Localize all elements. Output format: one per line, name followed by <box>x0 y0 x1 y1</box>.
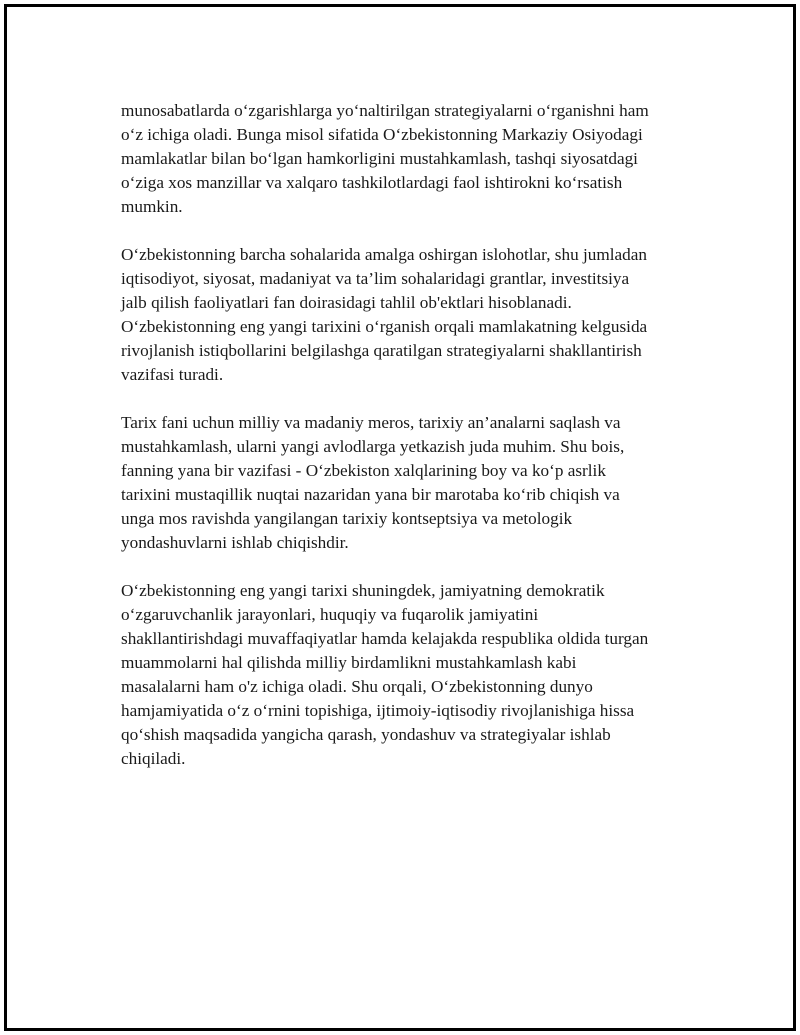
text-line: oʻz ichiga oladi. Bunga misol sifatida Oʻzbekistonning Markaziy Osiyodagi <box>121 125 643 144</box>
text-line: yondashuvlarni ishlab chiqishdir. <box>121 533 349 552</box>
text-line: chiqiladi. <box>121 749 186 768</box>
document-body <box>121 99 701 795</box>
text-line: mumkin. <box>121 197 183 216</box>
paragraph-2 <box>121 243 701 387</box>
paragraph-3 <box>121 411 701 555</box>
text-line: oʻzgaruvchanlik jarayonlari, huquqiy va fuqarolik jamiyatini <box>121 605 539 624</box>
text-line: hamjamiyatida oʻz oʻrnini topishiga, ijtimoiy-iqtisodiy rivojlanishiga hissa <box>121 701 635 720</box>
text-line: Tarix fani uchun milliy va madaniy meros, tarixiy an’analarni saqlash va <box>121 413 621 432</box>
text-line: rivojlanish istiqbollarini belgilashga qaratilgan strategiyalarni shakllantirish <box>121 341 642 360</box>
text-line: oʻziga xos manzillar va xalqaro tashkilotlardagi faol ishtirokni koʻrsatish <box>121 173 623 192</box>
text-line: Oʻzbekistonning eng yangi tarixini oʻrganish orqali mamlakatning kelgusida <box>121 317 648 336</box>
text-line: shakllantirishdagi muvaffaqiyatlar hamda kelajakda respublika oldida turgan <box>121 629 649 648</box>
document-page <box>4 4 796 1031</box>
paragraph-1 <box>121 99 701 219</box>
text-line: muammolarni hal qilishda milliy birdamlikni mustahkamlash kabi <box>121 653 577 672</box>
text-line: masalalarni ham o'z ichiga oladi. Shu orqali, Oʻzbekistonning dunyo <box>121 677 593 696</box>
text-line: tarixini mustaqillik nuqtai nazaridan yana bir marotaba koʻrib chiqish va <box>121 485 620 504</box>
text-line: jalb qilish faoliyatlari fan doirasidagi tahlil ob'ektlari hisoblanadi. <box>121 293 572 312</box>
text-line: qoʻshish maqsadida yangicha qarash, yondashuv va strategiyalar ishlab <box>121 725 611 744</box>
text-line: fanning yana bir vazifasi - Oʻzbekiston xalqlarining boy va koʻp asrlik <box>121 461 606 480</box>
text-line: munosabatlarda oʻzgarishlarga yoʻnaltirilgan strategiyalarni oʻrganishni ham <box>121 101 649 120</box>
text-line: mustahkamlash, ularni yangi avlodlarga yetkazish juda muhim. Shu bois, <box>121 437 625 456</box>
paragraph-4 <box>121 579 701 771</box>
text-line: Oʻzbekistonning eng yangi tarixi shuningdek, jamiyatning demokratik <box>121 581 605 600</box>
text-line: mamlakatlar bilan boʻlgan hamkorligini mustahkamlash, tashqi siyosatdagi <box>121 149 638 168</box>
text-line: vazifasi turadi. <box>121 365 224 384</box>
text-line: iqtisodiyot, siyosat, madaniyat va ta’lim sohalaridagi grantlar, investitsiya <box>121 269 630 288</box>
text-line: unga mos ravishda yangilangan tarixiy kontseptsiya va metologik <box>121 509 573 528</box>
text-line: Oʻzbekistonning barcha sohalarida amalga oshirgan islohotlar, shu jumladan <box>121 245 647 264</box>
